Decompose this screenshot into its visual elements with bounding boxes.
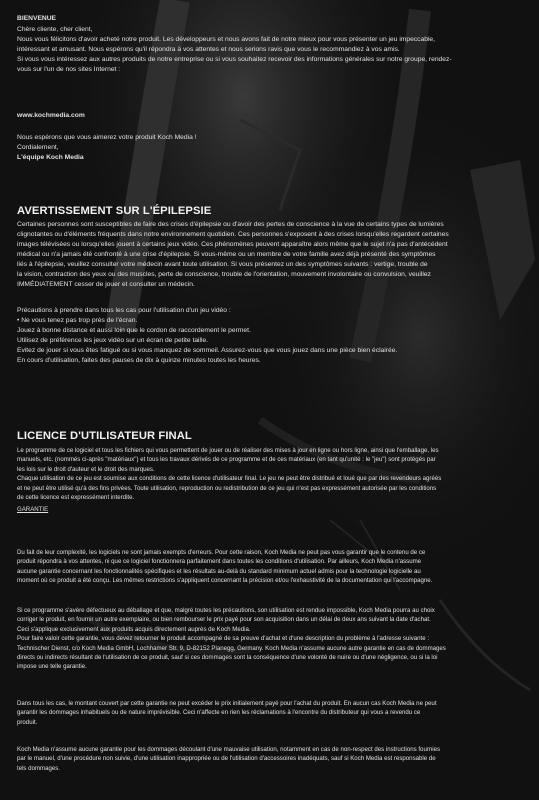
guarantee-para-2: Si ce programme s'avère défectueux au déballage et que, malgré toutes les précautions, son utilisation est rendue impossible, Koch Media pourra au choix corriger le produit, en fournir un autre exemplaire, ou bien rembourser le prix payé pour son acquisition dans un délai de deux ans suivant la date d'achat. Ceci s'applique exclusivement aux produits acquis directement auprès de Koch Media. Pour faire valoir cette garantie, vous devez retourner le produit accompagné de sa preuve d'achat et d'une description du problème à l'adresse suivante : Technischer Dienst, c/o Koch Media GmbH, Lochhamer Str. 9, D-82152 Planegg, Germany. Koch Media n'assume aucune autre garantie en cas de dommages directs ou indirects résultant de l'utilisation de ce produit, sauf si ces dommages sont la conséquence d'une volonté de nuire ou d'une négligence, ou si la loi impose une telle garantie. — [17, 607, 446, 671]
welcome-body: Chère cliente, cher client, Nous vous félicitons d'avoir acheté notre produit. Les développeurs et nous avons fait de notre mieux pour vous présenter un jeu impeccable, intéressant et amusant. Nous espérons qu'il répondra à vos attentes et nous serions ravis que vous le recommandiez à vos amis. Si vous vous intéressez aux autres produits de notre entreprise ou si vous souhaitez recevoir des informations générales sur notre groupe, rendez- vous sur l'un de nos sites Internet : — [17, 26, 452, 73]
epilepsy-body: Certaines personnes sont susceptibles de faire des crises d'épilepsie ou d'avoir des pertes de conscience à la vue de certains types de lumières clignotantes ou d'éléments fréquents dans notre environnement quotidien. Ces personnes s'exposent à des crises lorsqu'elles regardent certaines images télévisées ou lorsqu'elles jouent à certains jeux vidéo. Ces phénomènes peuvent apparaître alors même que le sujet n'a pas d'antécédent médical ou n'a jamais été confronté à une crise d'épilepsie. Si vous-même ou un membre de votre famille avez déjà présenté des symptômes liés à l'épilepsie, veuillez consulter votre médecin avant toute utilisation. Si vous présentez un des symptômes suivants : vertige, trouble de la vision, contraction des yeux ou des muscles, perte de conscience, trouble de l'orientation, mouvement involontaire ou convulsion, veuillez IMMÉDIATEMENT cesser de jouer et consulter un médecin. — [17, 221, 449, 288]
welcome-closing: Nous espérons que vous aimerez votre produit Koch Media ! Cordialement, — [17, 134, 197, 151]
license-heading: LICENCE D'UTILISATEUR FINAL — [17, 430, 192, 442]
website-link[interactable]: www.kochmedia.com — [17, 112, 85, 119]
guarantee-para-3: Dans tous les cas, le montant couvert par cette garantie ne peut excéder le prix initialement payé pour l'achat du produit. En aucun cas Koch Media ne peut garantir les dommages inhabituels ou de nature imprévisible. Ceci n'affecte en rien les réclamations à l'encontre du distributeur qui vous a revendu ce produit. — [17, 700, 437, 726]
guarantee-para-4: Koch Media n'assume aucune garantie pour les dommages découlant d'une mauvaise utilisation, notamment en cas de non-respect des instructions fournies par le manuel, d'une procédure non suivie, d'une utilisation inappropriée ou de l'utilisation d'accessoires inadéquats, sauf si Koch Media est responsable de tels dommages. — [17, 746, 441, 772]
welcome-title: BIENVENUE — [17, 15, 57, 22]
license-intro: Le programme de ce logiciel et tous les fichiers qui vous permettent de jouer ou de réaliser des mises à jour en ligne ou hors ligne, ainsi que l'emballage, les manuels, etc. (nommés ci-après "matériaux") et tous les travaux dérivés de ce programme et de ces matériaux (en tant qu'unité : le "jeu") sont protégés par les lois sur le droit d'auteur et le droit des marques. Chaque utilisation de ce jeu est soumise aux conditions de cette licence d'utilisateur final. Le jeu ne peut être distribué et loué que par des revendeurs agréés et ne peut être utilisé qu'à des fins privées. Toute utilisation, reproduction ou redistribution de ce jeu qui n'est pas expressément autorisée par les conditions de cette licence est expressément interdite. — [17, 447, 442, 502]
epilepsy-precautions: Précautions à prendre dans tous les cas pour l'utilisation d'un jeu vidéo : • Ne vous tenez pas trop près de l'écran. Jouez à bonne distance et aussi loin que le cordon de raccordement le permet. Utilisez de préférence les jeux vidéo sur un écran de petite taille. Evitez de jouer si vous êtes fatigué ou si vous manquez de sommeil. Assurez-vous que vous jouez dans une pièce bien éclairée. En cours d'utilisation, faites des pauses de dix à quinze minutes toutes les heures. — [17, 307, 398, 364]
welcome-signature: L'équipe Koch Media — [17, 154, 84, 161]
guarantee-para-1: Du fait de leur complexité, les logiciels ne sont jamais exempts d'erreurs. Pour cette raison, Koch Media ne peut pas vous garantir que le contenu de ce produit répondra à vos attentes, ni que ce logiciel fonctionnera parfaitement dans toutes les conditions d'utilisation. Par ailleurs, Koch Media n'assume aucune garantie concernant les fonctionnalités spécifiques et les résultats au-delà du standard minimum actuel admis pour la technologie logicielle au moment où ce produit a été conçu. Les mêmes restrictions s'appliquent concernant la précision et/ou l'exhaustivité de la documentation qui l'accompagne. — [17, 549, 433, 585]
epilepsy-heading: AVERTISSEMENT SUR L'ÉPILEPSIE — [17, 205, 212, 217]
guarantee-heading: GARANTIE — [17, 506, 49, 513]
